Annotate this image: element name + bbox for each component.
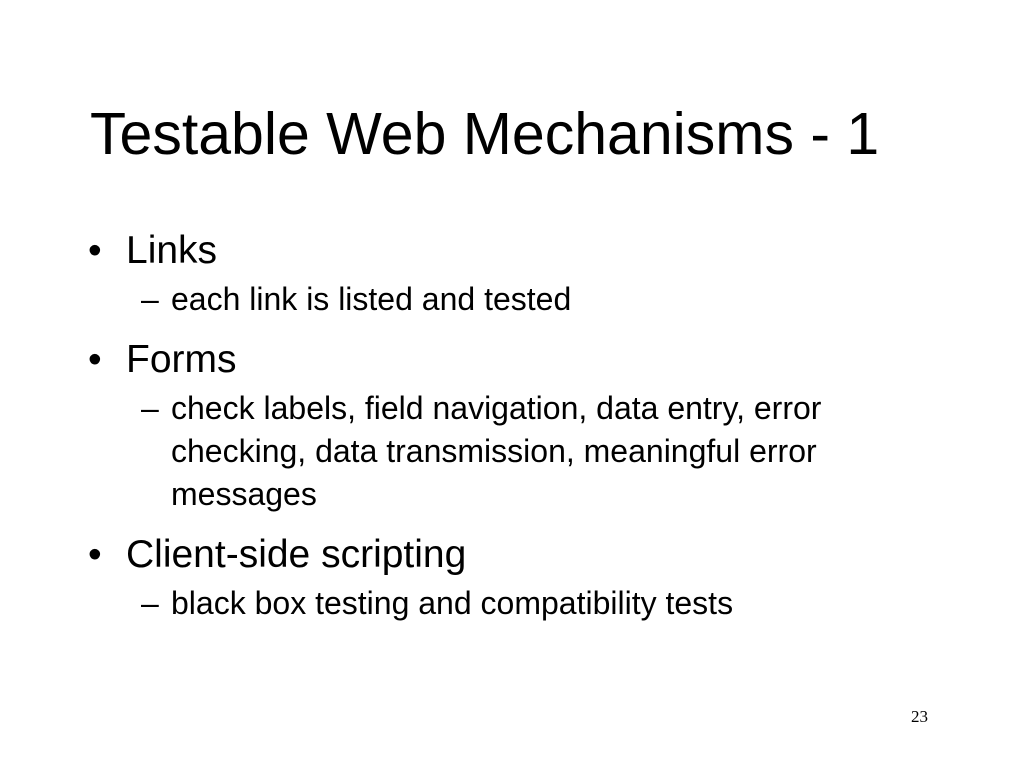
bullet-item-client-side-scripting [86, 528, 946, 582]
dash-icon: – [141, 281, 159, 317]
bullet-icon: • [88, 533, 102, 576]
sub-bullet-item [86, 387, 946, 516]
dash-icon: – [141, 390, 159, 426]
slide-title: Testable Web Mechanisms - 1 [90, 101, 880, 167]
sub-bullet-text: check labels, field navigation, data entry, error checking, data transmission, meaningful error messages [171, 390, 822, 512]
bullet-icon: • [88, 338, 102, 381]
bullet-label: Forms [126, 338, 237, 381]
page-number: 23 [911, 707, 928, 726]
bullet-item-links [86, 224, 946, 278]
dash-icon: – [141, 585, 159, 621]
sub-bullet-item [86, 582, 946, 625]
bullet-label: Client-side scripting [126, 533, 467, 576]
bullet-item-forms [86, 333, 946, 387]
bullet-label: Links [126, 229, 218, 272]
sub-bullet-text: each link is listed and tested [171, 281, 572, 317]
sub-bullet-item [86, 278, 946, 321]
bullet-list [86, 224, 946, 625]
bullet-icon: • [88, 229, 102, 272]
sub-bullet-text: black box testing and compatibility tests [171, 585, 734, 621]
